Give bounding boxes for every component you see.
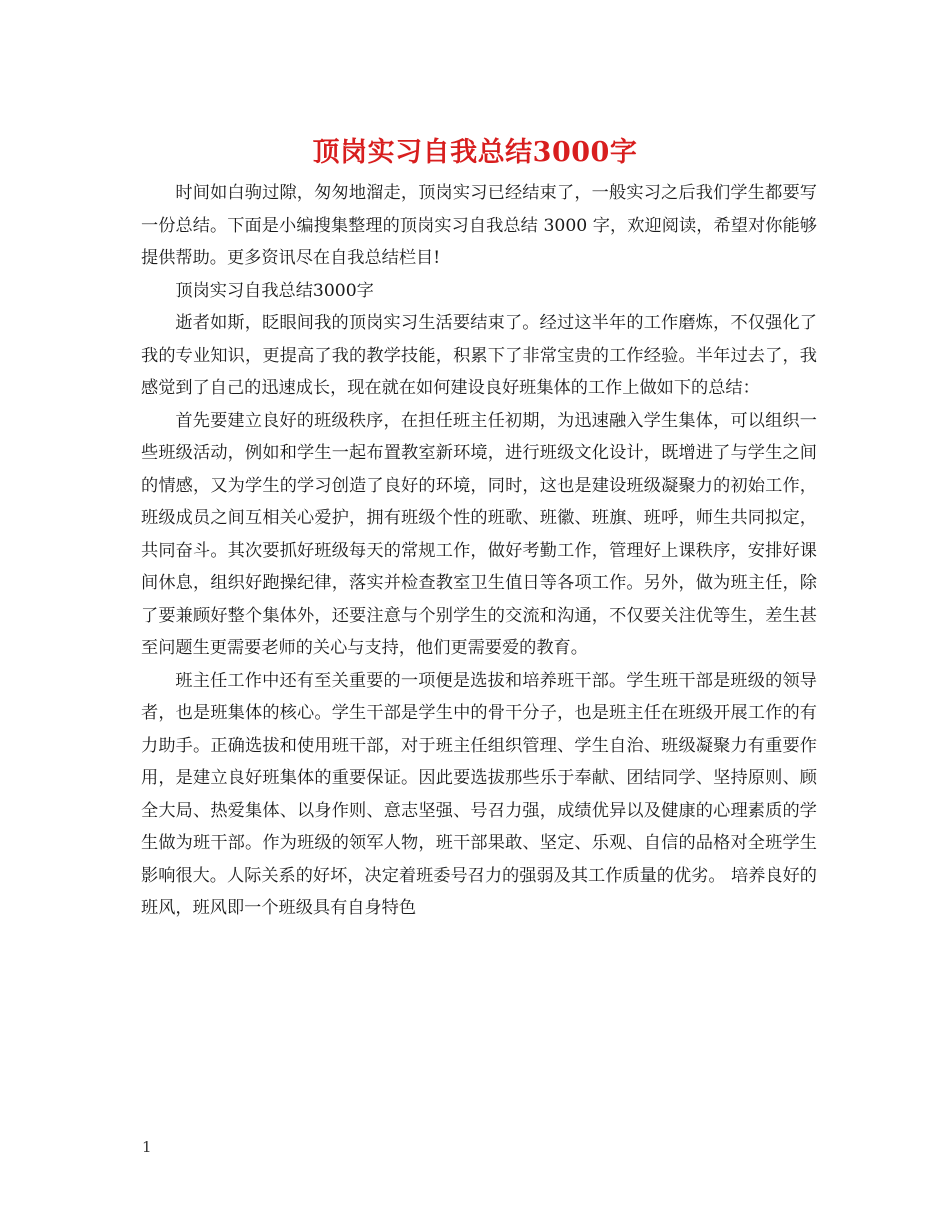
paragraph-class-order: 首先要建立良好的班级秩序，在担任班主任初期，为迅速融入学生集体，可以组织一些班级活动，例如和学生一起布置教室新环境，进行班级文化设计，既增进了与学生之间的情感，又为学生的学习创造了良好的环境，同时，这也是建设班级凝聚力的初始工作，班级成员之间互相关心爱护，拥有班级个性的班歌、班徽、班旗、班呼，师生共同拟定，共同奋斗。其次要抓好班级每天的常规工作，做好考勤工作，管理好上课秩序，安排好课间休息，组织好跑操纪律，落实并检查教室卫生值日等各项工作。另外，做为班主任，除了要兼顾好整个集体外，还要注意与个别学生的交流和沟通，不仅要关注优等生，差生甚至问题生更需要老师的关心与支持，他们更需要爱的教育。 (141, 410, 817, 658)
page-number: 1 (142, 1138, 152, 1156)
paragraph-overview: 逝者如斯，眨眼间我的顶岗实习生活要结束了。经过这半年的工作磨炼，不仅强化了我的专业知识，更提高了我的教学技能，积累下了非常宝贵的工作经验。半年过去了，我感觉到了自己的迅速成长，现在就在如何建设良好班集体的工作上做如下的总结： (141, 313, 817, 398)
document-title: 顶岗实习自我总结3000字 (312, 137, 638, 168)
document-body (141, 177, 817, 925)
paragraph-class-leaders: 班主任工作中还有至关重要的一项便是选拔和培养班干部。学生班干部是班级的领导者，也是班集体的核心。学生干部是学生中的骨干分子，也是班主任在班级开展工作的有力助手。正确选拔和使用班干部，对于班主任组织管理、学生自治、班级凝聚力有重要作用，是建立良好班集体的重要保证。因此要选拔那些乐于奉献、团结同学、坚持原则、顾全大局、热爱集体、以身作则、意志坚强、号召力强，成绩优异以及健康的心理素质的学生做为班干部。作为班级的领军人物，班干部果敢、坚定、乐观、自信的品格对全班学生影响很大。人际关系的好坏，决定着班委号召力的强弱及其工作质量的优劣。 培养良好的班风，班风即一个班级具有自身特色 (141, 670, 817, 918)
paragraph-intro: 时间如白驹过隙，匆匆地溜走，顶岗实习已经结束了，一般实习之后我们学生都要写一份总结。下面是小编搜集整理的顶岗实习自我总结 3000 字，欢迎阅读，希望对你能够提供帮助。更多资讯尽在自我总结栏目! (141, 183, 817, 268)
paragraph-subtitle: 顶岗实习自我总结3000字 (175, 280, 374, 301)
